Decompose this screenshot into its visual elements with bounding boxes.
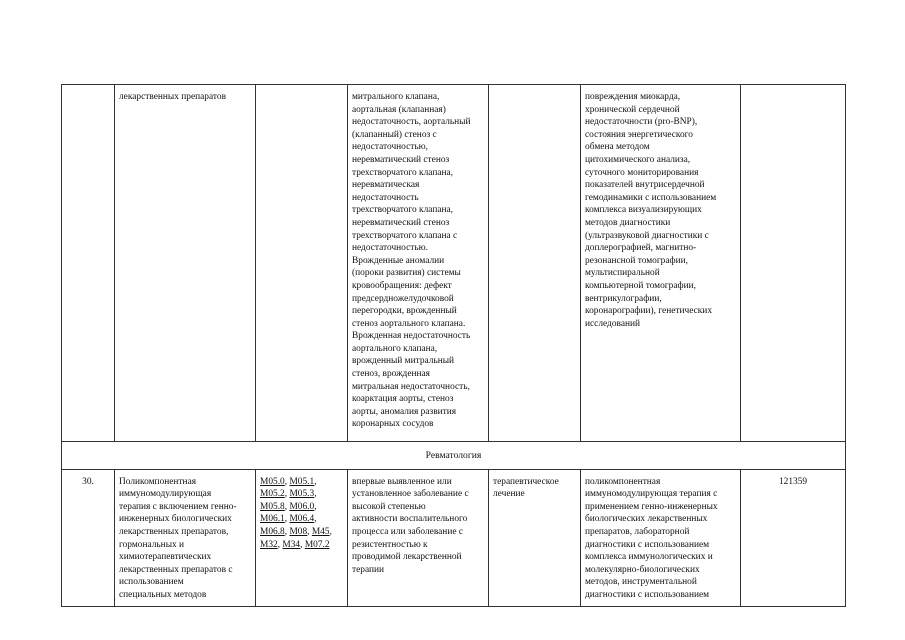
- text-line: аортального клапана,: [352, 343, 438, 354]
- text-line: вентрикулографии,: [585, 293, 662, 304]
- treatment-kind-cell: [489, 85, 581, 442]
- treatment-method-cell: [581, 469, 741, 606]
- icd-code-link[interactable]: M32: [260, 539, 278, 550]
- code-line: M06.1, M06.4,: [260, 514, 317, 525]
- section-title: Ревматология: [62, 442, 846, 470]
- icd-code-link[interactable]: M06.0: [289, 501, 315, 512]
- text-line: коронарных сосудов: [352, 419, 434, 430]
- text-line: препаратов, лабораторной: [585, 526, 690, 537]
- text-line: химиотерапевтических: [119, 552, 212, 563]
- text-line: иммуномодулирующая терапия с: [585, 489, 718, 500]
- text-line: недостаточность, аортальный: [352, 117, 471, 128]
- icd-codes-cell: [256, 469, 348, 606]
- code-line: M05.8, M06.0,: [260, 501, 317, 512]
- code-line: M05.0, M05.1,: [260, 476, 317, 487]
- text-line: (клапанный) стеноз с: [352, 129, 437, 140]
- text-line: (ультразвуковой диагностики с: [585, 230, 709, 241]
- icd-code-link[interactable]: M06.1: [260, 514, 285, 525]
- treatment-kind-cell: [489, 469, 581, 606]
- code-line: M32, M34, M07.2: [260, 539, 330, 550]
- text-line: суточного мониторирования: [585, 167, 699, 178]
- row-number-cell: 30.: [62, 469, 115, 606]
- text-line: перегородки, врожденный: [352, 306, 457, 317]
- text-line: терапевтическое: [493, 476, 559, 487]
- text-line: врожденный митральный: [352, 356, 455, 367]
- text-line: повреждения миокарда,: [585, 92, 681, 102]
- code-line: M05.2, M05.3,: [260, 489, 317, 500]
- text-line: аортальная (клапанная): [352, 104, 446, 115]
- text-line: специальных методов: [119, 589, 207, 600]
- text-line: неревматический стеноз: [352, 217, 450, 228]
- text-line: методов диагностики: [585, 217, 671, 228]
- text-line: иммуномодулирующая: [119, 489, 212, 500]
- table-row-30: [62, 469, 846, 606]
- text-line: неревматический стеноз: [352, 154, 450, 165]
- icd-code-link[interactable]: M05.3: [289, 489, 315, 500]
- care-name-cell: [115, 85, 256, 442]
- text-line: молекулярно-биологических: [585, 564, 700, 575]
- text-line: лекарственных препаратов,: [119, 526, 229, 537]
- text-line: митрального клапана,: [352, 92, 440, 102]
- text-line: активности воспалительного: [352, 514, 468, 525]
- text-line: стеноз, врожденная: [352, 369, 430, 380]
- text-line: коронарографии), генетических: [585, 306, 713, 317]
- text-line: применением генно-инженерных: [585, 501, 718, 512]
- text-line: терапии: [352, 564, 385, 575]
- text-line: использованием: [119, 577, 184, 588]
- text-line: цитохимического анализа,: [585, 154, 691, 165]
- code-line: M06.8, M08, M45,: [260, 526, 332, 537]
- text-line: лекарственных препаратов: [119, 92, 226, 102]
- text-line: впервые выявленное или: [352, 476, 452, 487]
- icd-code-link[interactable]: M05.2: [260, 489, 285, 500]
- text-line: трехстворчатого клапана,: [352, 205, 454, 216]
- icd-code-link[interactable]: M34: [282, 539, 301, 550]
- row-number-cell: [62, 85, 115, 442]
- text-line: предсердножелудочковой: [352, 293, 454, 304]
- text-line: биологических лекарственных: [585, 514, 708, 525]
- icd-code-link[interactable]: M08: [289, 526, 308, 537]
- text-line: лечение: [493, 489, 525, 500]
- text-line: недостаточностью,: [352, 142, 428, 153]
- text-line: Врожденная недостаточность: [352, 331, 471, 342]
- text-line: терапия с включением генно-: [119, 501, 237, 512]
- text-line: гормональных и: [119, 539, 185, 550]
- medical-care-table: [61, 84, 846, 607]
- text-line: поликомпонентная: [585, 476, 661, 487]
- text-line: комплекса иммунологических и: [585, 552, 713, 563]
- patient-model-cell: [348, 469, 489, 606]
- text-line: установленное заболевание с: [352, 489, 469, 500]
- text-line: Поликомпонентная: [119, 476, 197, 487]
- icd-code-link[interactable]: M05.0: [260, 476, 285, 487]
- text-line: гемодинамики с использованием: [585, 192, 717, 203]
- treatment-method-cell: [581, 85, 741, 442]
- text-line: кровообращения: дефект: [352, 280, 452, 291]
- norm-cell: 121359: [741, 469, 846, 606]
- icd-codes-cell: [256, 85, 348, 442]
- text-line: неревматическая: [352, 180, 420, 191]
- icd-code-link[interactable]: M45: [311, 526, 330, 537]
- text-line: состояния энергетического: [585, 129, 693, 140]
- icd-code-link[interactable]: M05.8: [260, 501, 285, 512]
- text-line: высокой степенью: [352, 501, 426, 512]
- text-line: недостаточность: [352, 192, 419, 203]
- text-line: методов, инструментальной: [585, 577, 697, 588]
- icd-code-link[interactable]: M06.4: [289, 514, 315, 525]
- text-line: доплерографией, магнитно-: [585, 243, 697, 254]
- text-line: показателей внутрисердечной: [585, 180, 705, 191]
- text-line: трехстворчатого клапана с: [352, 230, 458, 241]
- text-line: резистентностью к: [352, 539, 428, 550]
- norm-cell: [741, 85, 846, 442]
- text-line: исследований: [585, 318, 641, 329]
- text-line: недостаточностью.: [352, 243, 428, 254]
- text-line: процесса или заболевание с: [352, 526, 464, 537]
- icd-code-link[interactable]: M06.8: [260, 526, 285, 537]
- icd-code-link[interactable]: M07.2: [304, 539, 330, 550]
- text-line: проводимой лекарственной: [352, 552, 462, 563]
- text-line: хронической сердечной: [585, 104, 680, 115]
- text-line: компьютерной томографии,: [585, 280, 696, 291]
- text-line: трехстворчатого клапана,: [352, 167, 454, 178]
- text-line: аорты, аномалия развития: [352, 406, 457, 417]
- text-line: стеноз аортального клапана.: [352, 318, 466, 329]
- care-name-cell: [115, 469, 256, 606]
- text-line: Врожденные аномалии: [352, 255, 445, 266]
- section-row: [62, 442, 846, 470]
- icd-code-link[interactable]: M05.1: [289, 476, 315, 487]
- text-line: резонансной томографии,: [585, 255, 688, 266]
- text-line: недостаточности (pro-BNP),: [585, 117, 698, 128]
- text-line: инженерных биологических: [119, 514, 232, 525]
- text-line: обмена методом: [585, 142, 650, 153]
- text-line: комплекса визуализирующих: [585, 205, 702, 216]
- text-line: мультиспиральной: [585, 268, 660, 279]
- table-row-continued: [62, 85, 846, 442]
- text-line: лекарственных препаратов с: [119, 564, 233, 575]
- text-line: (пороки развития) системы: [352, 268, 461, 279]
- text-line: диагностики с использованием: [585, 539, 710, 550]
- text-line: митральная недостаточность,: [352, 381, 470, 392]
- text-line: диагностики с использованием: [585, 589, 710, 600]
- patient-model-cell: [348, 85, 489, 442]
- text-line: коарктация аорты, стеноз: [352, 394, 454, 405]
